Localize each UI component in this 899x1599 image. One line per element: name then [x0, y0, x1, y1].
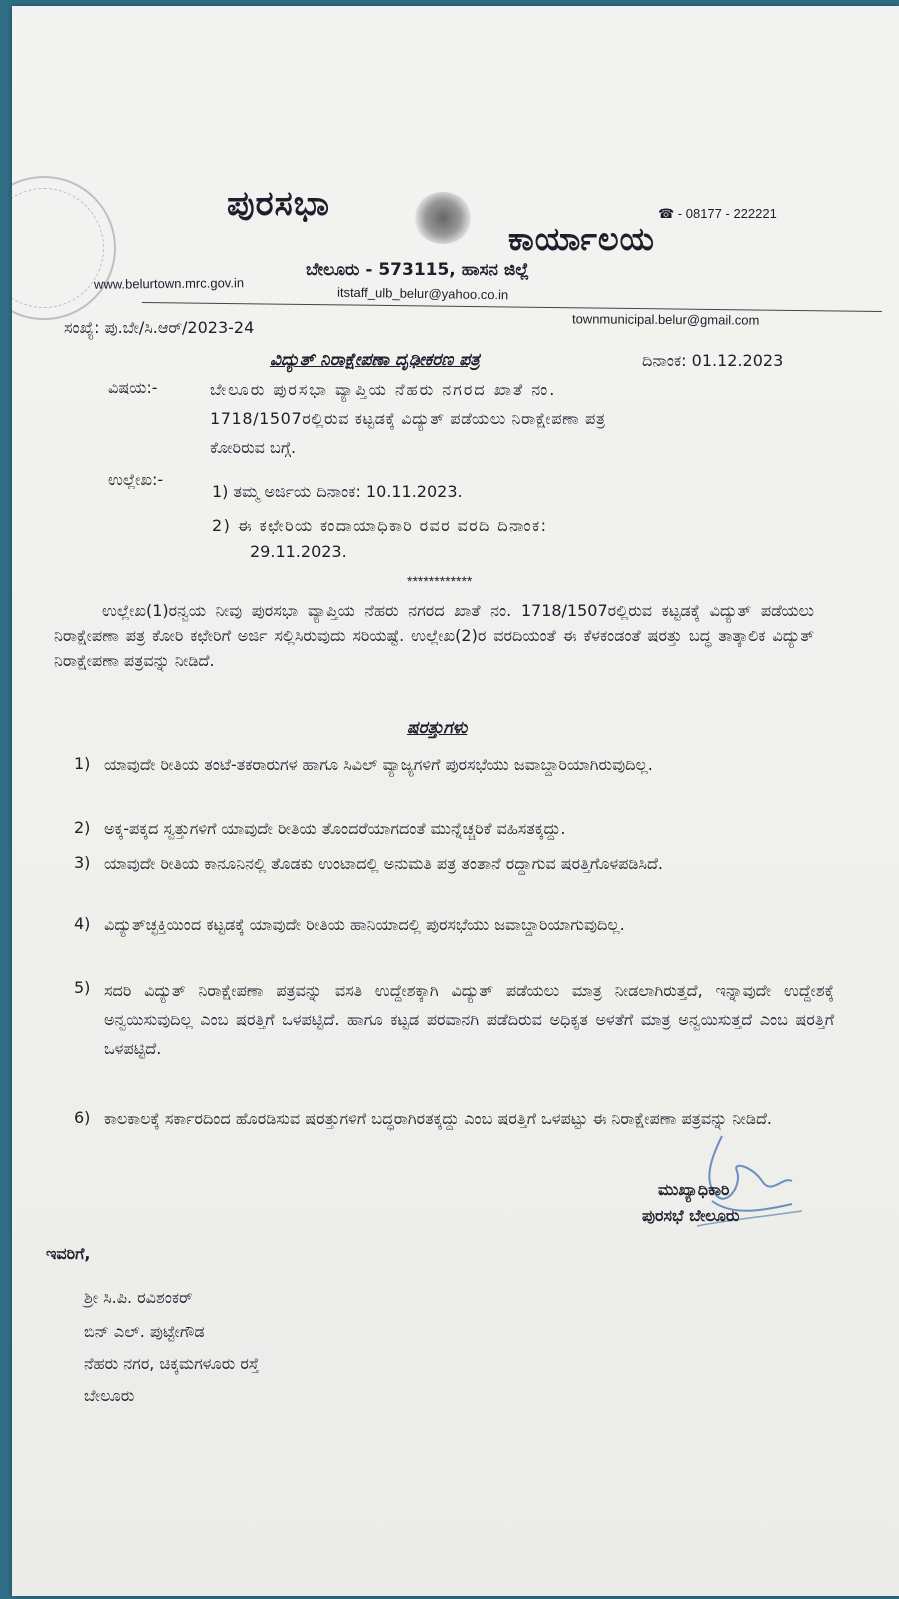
reference-number: ಸಂಖ್ಯೆ: ಪು.ಬೇ/ಸಿ.ಆರ್/2023-24 [64, 318, 255, 337]
office-seal-stamp [12, 176, 116, 320]
condition-2-number: 2) [74, 818, 91, 837]
condition-6-number: 6) [74, 1108, 91, 1127]
reference-label: ಉಲ್ಲೇಖ:- [108, 470, 164, 489]
signatory-office: ಪುರಸಭೆ ಬೇಲೂರು [642, 1206, 740, 1225]
condition-1-text: ಯಾವುದೇ ರೀತಿಯ ತಂಟೆ-ತಕರಾರುಗಳ ಹಾಗೂ ಸಿವಿಲ್ ವ್ಯಾಜ್ಯಗಳಿಗೆ ಪುರಸಭೆಯು ಜವಾಬ್ದಾರಿಯಾಗಿರುವುದಿಲ್ಲ. [104, 755, 653, 774]
condition-4-number: 4) [74, 914, 91, 933]
condition-3-text: ಯಾವುದೇ ರೀತಿಯ ಕಾನೂನಿನಲ್ಲಿ ತೊಡಕು ಉಂಟಾದಲ್ಲಿ ಅನುಮತಿ ಪತ್ರ ತಂತಾನೆ ರದ್ದಾಗುವ ಷರತ್ತಿಗೊಳಪಡಿಸಿದೆ. [104, 854, 664, 873]
condition-1-number: 1) [74, 754, 91, 773]
condition-5-number: 5) [74, 978, 91, 997]
municipal-emblem-icon [414, 192, 472, 244]
condition-4-text: ವಿದ್ಯುತ್‌ಚ್ಛಕ್ತಿಯಿಂದ ಕಟ್ಟಡಕ್ಕೆ ಯಾವುದೇ ರೀತಿಯ ಹಾನಿಯಾದಲ್ಲಿ ಪುರಸಭೆಯು ಜವಾಬ್ದಾರಿಯಾಗುವುದಿಲ್ಲ. [104, 915, 625, 934]
recipient-line-3: ನೆಹರು ನಗರ, ಚಿಕ್ಕಮಗಳೂರು ರಸ್ತೆ [84, 1354, 260, 1373]
letterhead-email-2: townmunicipal.belur@gmail.com [571, 311, 760, 328]
to-label: ಇವರಿಗೆ, [46, 1244, 91, 1263]
letter-date: ದಿನಾಂಕ: 01.12.2023 [642, 351, 784, 370]
reference-item-1: 1) ತಮ್ಮ ಅರ್ಜಿಯ ದಿನಾಂಕ: 10.11.2023. [212, 482, 463, 501]
conditions-title: ಷರತ್ತುಗಳು [407, 718, 468, 738]
subject-label: ವಿಷಯ:- [108, 378, 158, 397]
separator-stars: ************ [407, 573, 473, 589]
letterhead-website: www.belurtown.mrc.gov.in [93, 275, 245, 292]
letterhead-email-1: itstaff_ulb_belur@yahoo.co.in [336, 284, 509, 303]
subject-line-1: ಬೇಲೂರು ಪುರಸಭಾ ವ್ಯಾಪ್ತಿಯ ನೆಹರು ನಗರದ ಖಾತೆ ನಂ. [210, 380, 557, 399]
letterhead-org: ಪುರಸಭಾ [227, 184, 330, 224]
subject-line-2: 1718/1507ರಲ್ಲಿರುವ ಕಟ್ಟಡಕ್ಕೆ ವಿದ್ಯುತ್ ಪಡೆಯಲು ನಿರಾಕ್ಷೇಪಣಾ ಪತ್ರ [210, 409, 606, 428]
recipient-line-1: ಶ್ರೀ ಸಿ.ಪಿ. ರವಿಶಂಕರ್ [84, 1288, 193, 1307]
letter-page [12, 6, 899, 1596]
condition-3-number: 3) [74, 853, 91, 872]
signatory-designation: ಮುಖ್ಯಾಧಿಕಾರಿ [658, 1180, 730, 1199]
letterhead-divider [142, 302, 882, 312]
letterhead-phone: ☎ - 08177 - 222221 [658, 206, 777, 221]
recipient-line-4: ಬೇಲೂರು [84, 1386, 135, 1405]
body-paragraph: ಉಲ್ಲೇಖ(1)ರನ್ವಯ ನೀವು ಪುರಸಭಾ ವ್ಯಾಪ್ತಿಯ ನೆಹರು ನಗರದ ಖಾತೆ ನಂ. 1718/1507ರಲ್ಲಿರುವ ಕಟ್ಟಡಕ್ಕೆ ವಿದ್ಯುತ್ ಪಡೆಯಲು ನಿರಾಕ್ಷೇಪಣಾ ಪತ್ರ ಕೋರಿ ಕಛೇರಿಗೆ ಅರ್ಜಿ ಸಲ್ಲಿಸಿರುವುದು ಸರಿಯಷ್ಟೆ. ಉಲ್ಲೇಖ(2)ರ ವರದಿಯಂತೆ ಈ ಕೆಳಕಂಡಂತೆ ಷರತ್ತು ಬದ್ಧ ತಾತ್ಕಾಲಿಕ ವಿದ್ಯುತ್ ನಿರಾಕ್ಷೇಪಣಾ ಪತ್ರವನ್ನು ನೀಡಿದೆ. [54, 601, 814, 670]
subject-line-3: ಕೋರಿರುವ ಬಗ್ಗೆ. [210, 438, 297, 457]
letterhead-address: ಬೇಲೂರು - 573115, ಹಾಸನ ಜಿಲ್ಲೆ [306, 260, 530, 280]
reference-item-2-date: 29.11.2023. [250, 542, 347, 561]
condition-2-text: ಅಕ್ಕ-ಪಕ್ಕದ ಸ್ವತ್ತುಗಳಿಗೆ ಯಾವುದೇ ರೀತಿಯ ತೊಂದರೆಯಾಗದಂತೆ ಮುನ್ನೆಚ್ಚರಿಕೆ ವಹಿಸತಕ್ಕದ್ದು. [104, 819, 566, 838]
reference-item-2: 2) ಈ ಕಛೇರಿಯ ಕಂದಾಯಾಧಿಕಾರಿ ರವರ ವರದಿ ದಿನಾಂಕ: [212, 516, 548, 535]
letter-title: ವಿದ್ಯುತ್ ನಿರಾಕ್ಷೇಪಣಾ ದೃಢೀಕರಣ ಪತ್ರ [270, 350, 480, 370]
letterhead-office: ಕಾರ್ಯಾಲಯ [508, 220, 655, 258]
condition-6-text: ಕಾಲಕಾಲಕ್ಕೆ ಸರ್ಕಾರದಿಂದ ಹೊರಡಿಸುವ ಷರತ್ತುಗಳಿಗೆ ಬದ್ಧರಾಗಿರತಕ್ಕದ್ದು ಎಂಬ ಷರತ್ತಿಗೆ ಒಳಪಟ್ಟು ಈ ನಿರಾಕ್ಷೇಪಣಾ ಪತ್ರವನ್ನು ನೀಡಿದೆ. [104, 1109, 773, 1128]
condition-5-text: ಸದರಿ ವಿದ್ಯುತ್ ನಿರಾಕ್ಷೇಪಣಾ ಪತ್ರವನ್ನು ವಸತಿ ಉದ್ದೇಶಕ್ಕಾಗಿ ವಿದ್ಯುತ್ ಪಡೆಯಲು ಮಾತ್ರ ನೀಡಲಾಗಿರುತ್ತದೆ, ಇನ್ನಾವುದೇ ಉದ್ದೇಶಕ್ಕೆ ಅನ್ವಯಿಸುವುದಿಲ್ಲ ಎಂಬ ಷರತ್ತಿಗೆ ಒಳಪಟ್ಟಿದೆ. ಹಾಗೂ ಕಟ್ಟಡ ಪರವಾನಗಿ ಪಡೆದಿರುವ ಅಧಿಕೃತ ಅಳತೆಗೆ ಮಾತ್ರ ಅನ್ವಯಿಸುತ್ತದೆ ಎಂಬ ಷರತ್ತಿಗೆ ಒಳಪಟ್ಟಿದೆ. [104, 981, 834, 1058]
recipient-line-2: ಬಿನ್ ಎಲ್. ಪುಟ್ಟೇಗೌಡ [84, 1322, 205, 1341]
